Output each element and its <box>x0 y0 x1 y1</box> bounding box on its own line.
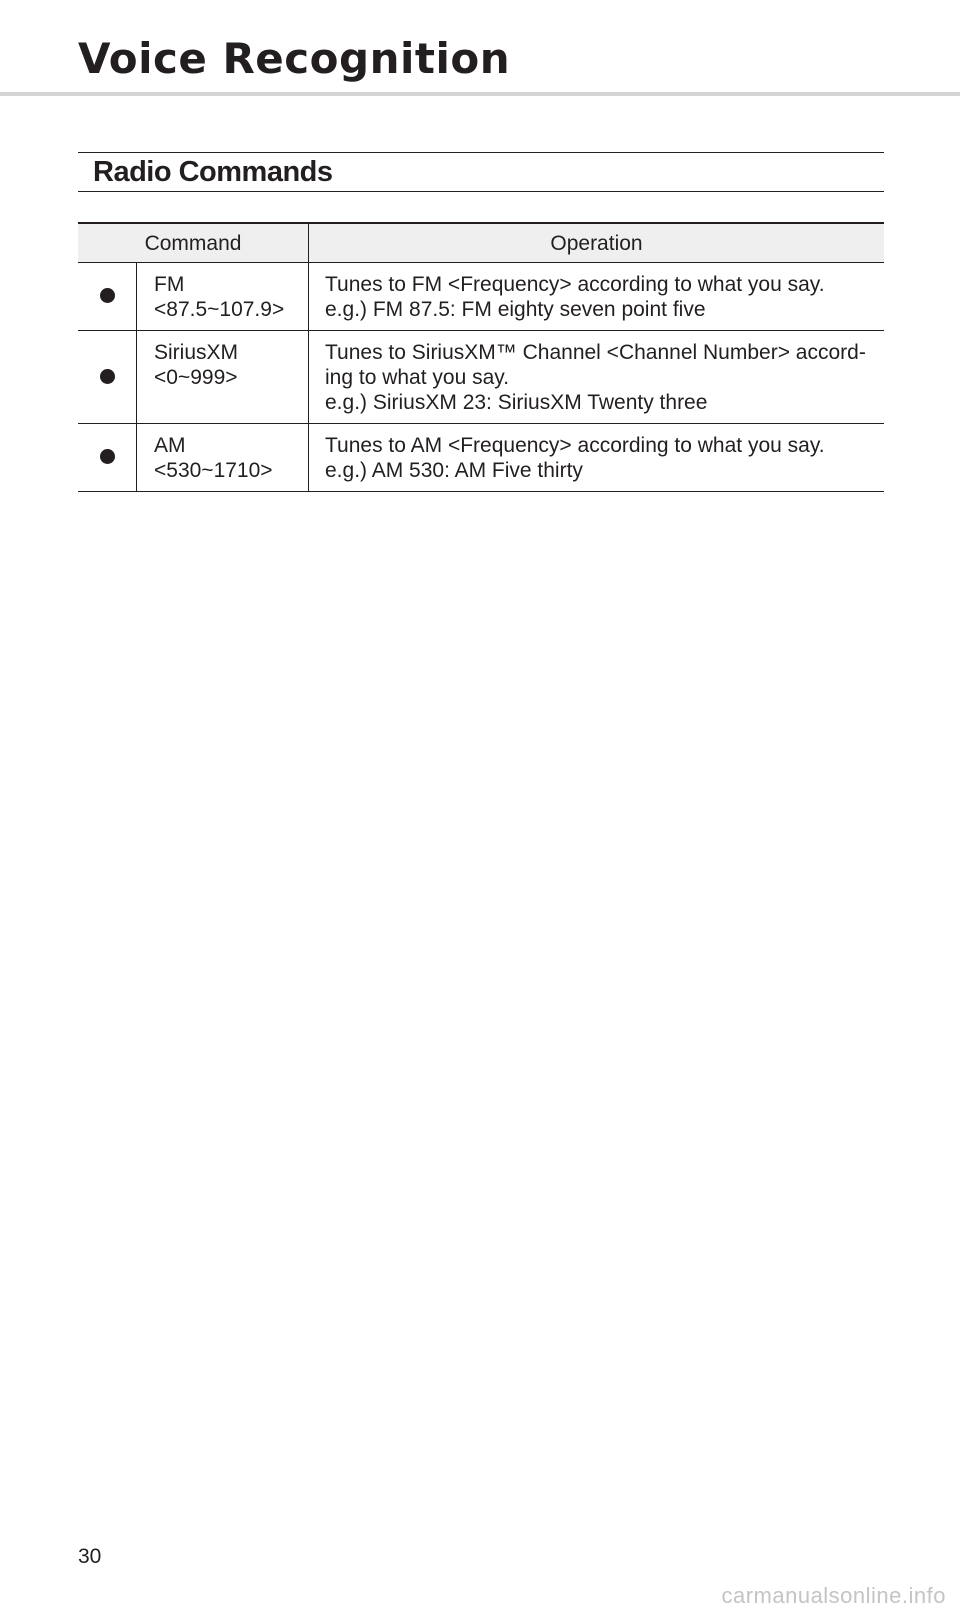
page-title: Voice Recognition <box>78 34 511 83</box>
command-cell <box>137 424 309 492</box>
radio-commands-table <box>78 222 884 492</box>
command-name: FM <box>154 273 185 296</box>
bullet-icon <box>100 449 115 464</box>
section-header <box>78 152 884 192</box>
command-name: AM <box>154 434 186 457</box>
table-header-row <box>78 223 884 263</box>
operation-cell <box>309 263 885 331</box>
command-range: <530~1710> <box>154 459 273 482</box>
title-rule <box>0 92 960 96</box>
operation-column-header: Operation <box>309 223 885 263</box>
command-column-header: Command <box>78 223 309 263</box>
operation-example: e.g.) AM 530: AM Five thirty <box>325 459 583 482</box>
command-cell <box>137 263 309 331</box>
operation-text: Tunes to SiriusXM™ Channel <Channel Number> accord- <box>325 341 866 364</box>
operation-text: Tunes to FM <Frequency> according to what you say. <box>325 273 825 296</box>
operation-example: e.g.) SiriusXM 23: SiriusXM Twenty three <box>325 391 708 414</box>
operation-example: e.g.) FM 87.5: FM eighty seven point five <box>325 298 706 321</box>
command-range: <0~999> <box>154 366 238 389</box>
operation-cell <box>309 331 885 424</box>
command-cell <box>137 331 309 424</box>
operation-text: Tunes to AM <Frequency> according to what you say. <box>325 434 825 457</box>
bullet-icon <box>100 369 115 384</box>
page-number: 30 <box>78 1545 102 1568</box>
operation-text-continued: ing to what you say. <box>325 366 510 389</box>
table-row <box>78 424 884 492</box>
bullet-cell <box>78 424 137 492</box>
watermark: carmanualsonline.info <box>721 1583 946 1608</box>
command-name: SiriusXM <box>154 341 239 364</box>
bullet-cell <box>78 331 137 424</box>
command-range: <87.5~107.9> <box>154 298 285 321</box>
table-row <box>78 263 884 331</box>
section-title: Radio Commands <box>93 156 333 188</box>
bullet-icon <box>100 288 115 303</box>
table-row <box>78 331 884 424</box>
bullet-cell <box>78 263 137 331</box>
operation-cell <box>309 424 885 492</box>
